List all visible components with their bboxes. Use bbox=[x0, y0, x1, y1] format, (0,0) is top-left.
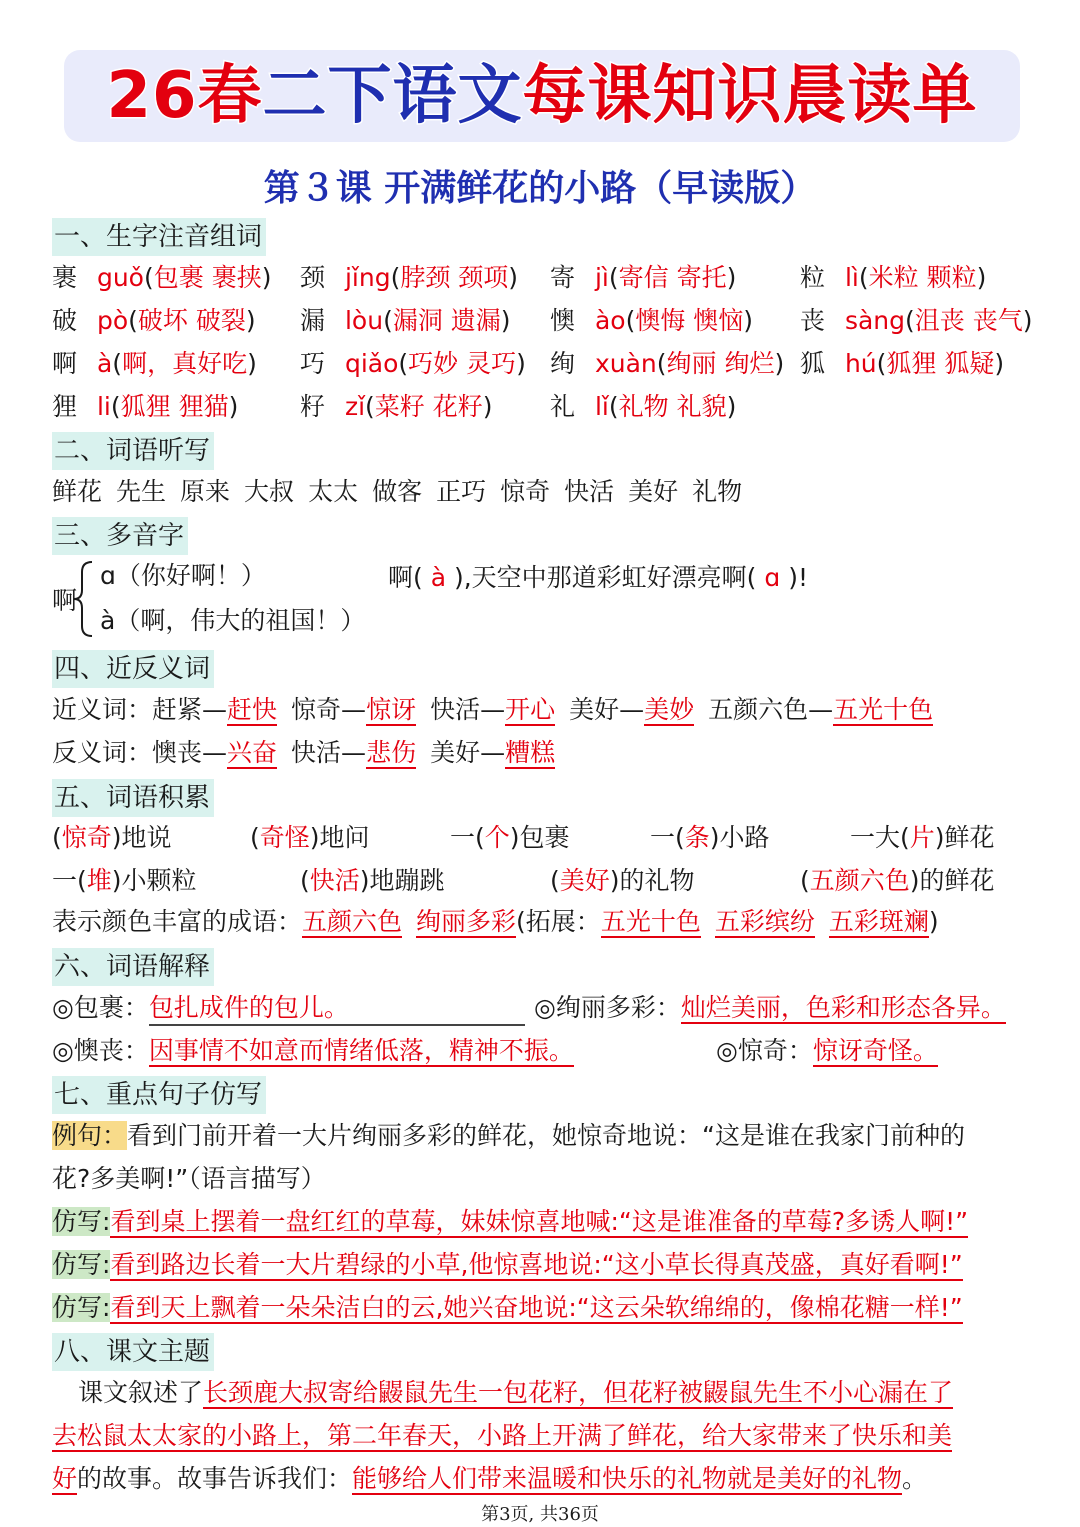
dictation-word: 原来 bbox=[180, 477, 231, 506]
pinyin: qiǎo bbox=[337, 349, 399, 378]
polyphone-char: 啊 bbox=[52, 586, 78, 615]
synonym-answer: 惊讶 bbox=[366, 695, 417, 724]
word-group: 啊，真好吃 bbox=[122, 349, 248, 378]
section-heading-explanation: 六、词语解释 bbox=[52, 948, 214, 986]
char: 狐 bbox=[800, 349, 826, 378]
example-tag: 例句： bbox=[52, 1121, 128, 1150]
synonym-answer: 开心 bbox=[505, 695, 556, 724]
char-entry: 颈 jǐng(脖颈 颈项) bbox=[300, 263, 519, 292]
title-part-3: 每课知识晨读单 bbox=[522, 59, 978, 133]
char-entry: 狸 li(狐狸 狸猫) bbox=[52, 392, 239, 421]
synonym-pair: 惊奇—惊讶 bbox=[291, 695, 417, 724]
accumulation-answer: 个 bbox=[484, 823, 510, 852]
accumulation-item: 一(条)小路 bbox=[650, 823, 770, 852]
word-group: 菜籽 花籽 bbox=[374, 392, 483, 421]
pinyin: jì bbox=[587, 263, 609, 292]
synonym-pair: 五颜六色—五光十色 bbox=[708, 695, 934, 724]
accumulation-item: (惊奇)地说 bbox=[52, 823, 172, 852]
synonym-pair: 快活—开心 bbox=[430, 695, 556, 724]
section-heading-theme: 八、课文主题 bbox=[52, 1333, 214, 1371]
imitation-line-2: 仿写:看到路边长着一大片碧绿的小草,他惊喜地说:“这小草长得真茂盛，真好看啊!” bbox=[52, 1250, 963, 1279]
lesson-title: 第３课 开满鲜花的小路（早读版） bbox=[263, 168, 817, 209]
char: 破 bbox=[52, 306, 78, 335]
section-heading-dictation: 二、词语听写 bbox=[52, 432, 214, 470]
example-sentence-line-2: 花?多美啊!”（语言描写） bbox=[52, 1164, 326, 1193]
char-entry: 啊 à(啊，真好吃) bbox=[52, 349, 257, 378]
theme-line-3: 好的故事。故事告诉我们：能够给人们带来温暖和快乐的礼物就是美好的礼物。 bbox=[52, 1464, 928, 1493]
pinyin: jǐng bbox=[337, 263, 391, 292]
char: 巧 bbox=[300, 349, 326, 378]
title-banner bbox=[64, 50, 1020, 142]
accumulation-answer: 美好 bbox=[559, 866, 610, 895]
char: 懊 bbox=[550, 306, 576, 335]
section-heading-accumulation: 五、词语积累 bbox=[52, 779, 214, 817]
accumulation-item: (美好)的礼物 bbox=[550, 866, 695, 895]
char: 啊 bbox=[52, 349, 78, 378]
imitation-line-3: 仿写:看到天上飘着一朵朵洁白的云,她兴奋地说:“这云朵软绵绵的，像棉花糖一样!” bbox=[52, 1293, 963, 1322]
accumulation-item: (奇怪)地问 bbox=[250, 823, 370, 852]
char-entry: 狐 hú(狐狸 狐疑) bbox=[800, 349, 1005, 378]
char-entry: 破 pò(破坏 破裂) bbox=[52, 306, 256, 335]
word-group: 狐狸 狸猫 bbox=[120, 392, 229, 421]
char: 粒 bbox=[800, 263, 826, 292]
pinyin: ào bbox=[587, 306, 626, 335]
pinyin: lì bbox=[837, 263, 859, 292]
char: 狸 bbox=[52, 392, 78, 421]
pinyin: zǐ bbox=[337, 392, 366, 421]
dictation-word: 鲜花 bbox=[52, 477, 103, 506]
synonym-answer: 美妙 bbox=[644, 695, 695, 724]
accumulation-answer: 条 bbox=[684, 823, 710, 852]
dictation-word: 礼物 bbox=[692, 477, 743, 506]
dictation-word: 惊奇 bbox=[500, 477, 551, 506]
dictation-word: 正巧 bbox=[436, 477, 487, 506]
char-entry: 巧 qiǎo(巧妙 灵巧) bbox=[300, 349, 526, 378]
word-group: 破坏 破裂 bbox=[137, 306, 246, 335]
section-heading-characters: 一、生字注音组词 bbox=[52, 218, 266, 256]
char-entry: 绚 xuàn(绚丽 绚烂) bbox=[550, 349, 785, 378]
theme-line-1: 课文叙述了长颈鹿大叔寄给鼹鼠先生一包花籽，但花籽被鼹鼠先生不小心漏在了 bbox=[78, 1378, 954, 1407]
accumulation-answer: 奇怪 bbox=[259, 823, 310, 852]
char: 漏 bbox=[300, 306, 326, 335]
pinyin: hú bbox=[837, 349, 877, 378]
char-entry: 裹 guǒ(包裹 裹挟) bbox=[52, 263, 272, 292]
section-heading-imitation: 七、重点句子仿写 bbox=[52, 1076, 266, 1114]
accumulation-item: (快活)地蹦跳 bbox=[300, 866, 445, 895]
accumulation-answer: 片 bbox=[909, 823, 935, 852]
word-group: 脖颈 颈项 bbox=[400, 263, 509, 292]
antonym-pair: 懊丧—兴奋 bbox=[152, 738, 278, 767]
accumulation-answer: 五颜六色 bbox=[809, 866, 910, 895]
dictation-word: 先生 bbox=[116, 477, 167, 506]
char-entry: 礼 lǐ(礼物 礼貌) bbox=[550, 392, 737, 421]
antonym-pair: 快活—悲伤 bbox=[291, 738, 417, 767]
word-group: 米粒 颗粒 bbox=[868, 263, 977, 292]
explain-item-1: ◎包裹：包扎成件的包儿。 bbox=[52, 992, 525, 1026]
char: 礼 bbox=[550, 392, 576, 421]
explain-item-3: ◎懊丧：因事情不如意而情绪低落，精神不振。 bbox=[52, 1036, 574, 1065]
pinyin: lòu bbox=[337, 306, 384, 335]
example-sentence-line-1: 例句：看到门前开着一大片绚丽多彩的鲜花，她惊奇地说：“这是谁在我家门前种的 bbox=[52, 1121, 965, 1150]
accumulation-item: 一(个)包裹 bbox=[450, 823, 570, 852]
dictation-word: 大叔 bbox=[244, 477, 295, 506]
pinyin: à bbox=[89, 349, 113, 378]
char: 寄 bbox=[550, 263, 576, 292]
brace-icon bbox=[72, 560, 94, 638]
accumulation-item: (五颜六色)的鲜花 bbox=[800, 866, 995, 895]
synonym-pair: 美好—美妙 bbox=[569, 695, 695, 724]
accumulation-answer: 惊奇 bbox=[61, 823, 112, 852]
word-group: 懊悔 懊恼 bbox=[635, 306, 744, 335]
accumulation-answer: 快活 bbox=[309, 866, 360, 895]
dictation-word: 做客 bbox=[372, 477, 423, 506]
theme-line-2: 去松鼠太太家的小路上，第二年春天，小路上开满了鲜花，给大家带来了快乐和美 bbox=[52, 1421, 953, 1450]
pinyin: lǐ bbox=[587, 392, 609, 421]
pinyin: sàng bbox=[837, 306, 906, 335]
accumulation-answer: 堆 bbox=[86, 866, 112, 895]
char: 籽 bbox=[300, 392, 326, 421]
synonym-answer: 赶快 bbox=[227, 695, 278, 724]
accumulation-item: 一(堆)小颗粒 bbox=[52, 866, 197, 895]
dictation-word: 美好 bbox=[628, 477, 679, 506]
char-entry: 懊 ào(懊悔 懊恼) bbox=[550, 306, 754, 335]
accumulation-item: 一大(片)鲜花 bbox=[850, 823, 995, 852]
explain-item-2: ◎绚丽多彩：灿烂美丽，色彩和形态各异。 bbox=[534, 993, 1006, 1022]
synonym-label: 近义词： bbox=[52, 695, 153, 724]
title-part-1: 26春 bbox=[106, 59, 263, 133]
word-group: 巧妙 灵巧 bbox=[408, 349, 517, 378]
antonym-answer: 糟糕 bbox=[505, 738, 556, 767]
synonym-pair: 赶紧—赶快 bbox=[152, 695, 278, 724]
explain-item-4: ◎惊奇：惊讶奇怪。 bbox=[716, 1036, 938, 1065]
word-group: 绚丽 绚烂 bbox=[666, 349, 775, 378]
polyphone-sentence: 啊( à ),天空中那道彩虹好漂亮啊( ɑ )! bbox=[388, 563, 808, 592]
word-group: 寄信 寄托 bbox=[618, 263, 727, 292]
char: 绚 bbox=[550, 349, 576, 378]
antonym-label: 反义词： bbox=[52, 738, 153, 767]
pinyin: li bbox=[89, 392, 111, 421]
polyphone-reading-2: à（啊，伟大的祖国！） bbox=[100, 606, 366, 635]
word-group: 包裹 裹挟 bbox=[153, 263, 262, 292]
char-entry: 寄 jì(寄信 寄托) bbox=[550, 263, 737, 292]
synonym-answer: 五光十色 bbox=[833, 695, 934, 724]
char-entry: 籽 zǐ(菜籽 花籽) bbox=[300, 392, 493, 421]
page-footer: 第3页, 共36页 bbox=[481, 1504, 599, 1525]
section-heading-synonyms: 四、近反义词 bbox=[52, 650, 214, 688]
imitation-line-1: 仿写:看到桌上摆着一盘红红的草莓，妹妹惊喜地喊:“这是谁准备的草莓?多诱人啊!” bbox=[52, 1207, 969, 1236]
antonym-pair: 美好—糟糕 bbox=[430, 738, 556, 767]
dictation-word: 快活 bbox=[564, 477, 615, 506]
word-group: 沮丧 丧气 bbox=[914, 306, 1023, 335]
word-group: 狐狸 狐疑 bbox=[886, 349, 995, 378]
char-entry: 漏 lòu(漏洞 遗漏) bbox=[300, 306, 511, 335]
char: 裹 bbox=[52, 263, 78, 292]
antonym-answer: 悲伤 bbox=[366, 738, 417, 767]
antonym-answer: 兴奋 bbox=[227, 738, 278, 767]
pinyin: guǒ bbox=[89, 263, 144, 292]
dictation-list bbox=[52, 476, 756, 508]
char: 丧 bbox=[800, 306, 826, 335]
antonyms-row bbox=[52, 737, 555, 769]
word-group: 礼物 礼貌 bbox=[618, 392, 727, 421]
pinyin: pò bbox=[89, 306, 129, 335]
char: 颈 bbox=[300, 263, 326, 292]
word-group: 漏洞 遗漏 bbox=[392, 306, 501, 335]
section-heading-polyphone: 三、多音字 bbox=[52, 517, 188, 555]
synonyms-row bbox=[52, 694, 933, 726]
pinyin: xuàn bbox=[587, 349, 657, 378]
idiom-row: 表示颜色丰富的成语：五颜六色 绚丽多彩(拓展：五光十色 五彩缤纷 五彩斑斓) bbox=[52, 907, 939, 936]
title-part-2: 二下语文 bbox=[262, 59, 523, 133]
char-entry: 丧 sàng(沮丧 丧气) bbox=[800, 306, 1033, 335]
polyphone-reading-1: ɑ（你好啊！） bbox=[100, 561, 266, 590]
char-entry: 粒 lì(米粒 颗粒) bbox=[800, 263, 987, 292]
dictation-word: 太太 bbox=[308, 477, 359, 506]
